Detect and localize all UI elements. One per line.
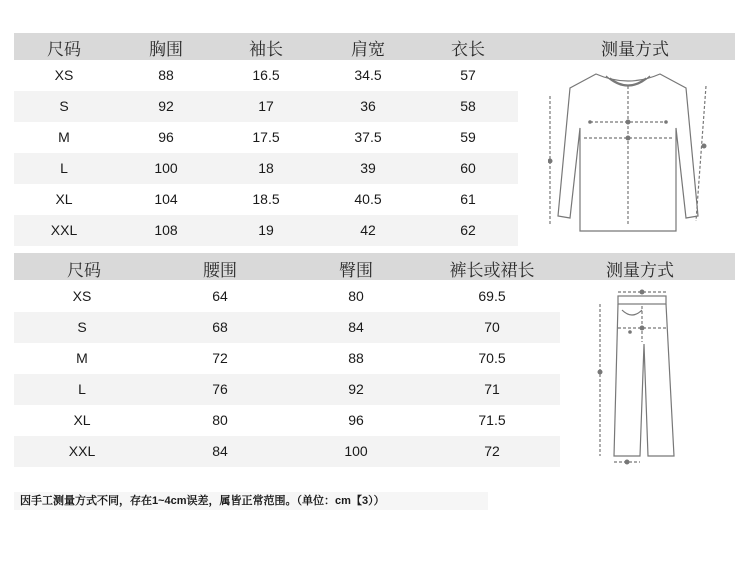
top-cell: 18.5 xyxy=(252,191,280,207)
top-cell: 96 xyxy=(158,129,174,145)
top-cell: XXL xyxy=(50,222,78,238)
bottom-cell: 76 xyxy=(212,381,228,397)
top-cell: 34.5 xyxy=(354,67,382,83)
top-cell: 37.5 xyxy=(354,129,382,145)
top-header-length: 衣长 xyxy=(451,40,485,59)
top-cell: 57 xyxy=(460,67,476,83)
top-cell: 18 xyxy=(258,160,274,176)
top-cell: 39 xyxy=(360,160,376,176)
top-cell: 61 xyxy=(460,191,476,207)
bottom-cell: 70.5 xyxy=(478,350,506,366)
top-cell: M xyxy=(58,129,70,145)
top-cell: 16.5 xyxy=(252,67,280,83)
bottom-cell: 71 xyxy=(484,381,500,397)
bottom-cell: M xyxy=(76,350,88,366)
top-cell: S xyxy=(59,98,69,114)
top-header-size: 尺码 xyxy=(47,40,81,59)
top-header-method: 测量方式 xyxy=(601,40,669,59)
top-cell: 19 xyxy=(258,222,274,238)
bottom-cell: 80 xyxy=(212,412,228,428)
top-cell: 42 xyxy=(360,222,376,238)
top-cell: 108 xyxy=(154,222,178,238)
top-cell: 17 xyxy=(258,98,274,114)
top-cell: 60 xyxy=(460,160,476,176)
pants-measurement-icon xyxy=(592,288,692,468)
top-header-sleeve: 袖长 xyxy=(249,40,283,59)
top-cell: 17.5 xyxy=(252,129,280,145)
top-cell: XL xyxy=(55,191,73,207)
bottom-cell: 80 xyxy=(348,288,364,304)
bottom-cell: XL xyxy=(73,412,91,428)
bottom-header-hip: 臀围 xyxy=(339,261,373,280)
top-cell: 58 xyxy=(460,98,476,114)
bottom-cell: 100 xyxy=(344,443,368,459)
top-cell: L xyxy=(60,160,68,176)
bottom-header-waist: 腰围 xyxy=(203,261,237,280)
bottom-cell: 72 xyxy=(484,443,500,459)
bottom-header-size: 尺码 xyxy=(67,261,101,280)
bottom-cell: L xyxy=(78,381,86,397)
bottom-cell: 72 xyxy=(212,350,228,366)
top-header-shoulder: 肩宽 xyxy=(351,40,385,59)
top-cell: 36 xyxy=(360,98,376,114)
bottom-cell: 96 xyxy=(348,412,364,428)
top-cell: 62 xyxy=(460,222,476,238)
top-cell: 92 xyxy=(158,98,174,114)
bottom-cell: 69.5 xyxy=(478,288,506,304)
top-cell: 104 xyxy=(154,191,178,207)
bottom-cell: 70 xyxy=(484,319,500,335)
bottom-cell: XS xyxy=(72,288,92,304)
measurement-note: 因手工测量方式不同，存在1~4cm误差，属皆正常范围。（单位：cm【3）） xyxy=(14,492,488,510)
top-cell: 88 xyxy=(158,67,174,83)
bottom-cell: 88 xyxy=(348,350,364,366)
top-cell: 59 xyxy=(460,129,476,145)
top-cell: 100 xyxy=(154,160,178,176)
top-header-chest: 胸围 xyxy=(149,40,183,59)
bottom-cell: 84 xyxy=(212,443,228,459)
bottom-cell: 71.5 xyxy=(478,412,506,428)
top-cell: XS xyxy=(54,67,74,83)
bottom-cell: 64 xyxy=(212,288,228,304)
top-cell: 40.5 xyxy=(354,191,382,207)
bottom-cell: XXL xyxy=(68,443,96,459)
bottom-cell: 92 xyxy=(348,381,364,397)
bottom-header-length: 裤长或裙长 xyxy=(449,261,535,280)
bottom-cell: 84 xyxy=(348,319,364,335)
bottom-header-method: 测量方式 xyxy=(606,261,674,280)
bottom-cell: S xyxy=(77,319,87,335)
shirt-measurement-icon xyxy=(548,66,708,236)
bottom-cell: 68 xyxy=(212,319,228,335)
